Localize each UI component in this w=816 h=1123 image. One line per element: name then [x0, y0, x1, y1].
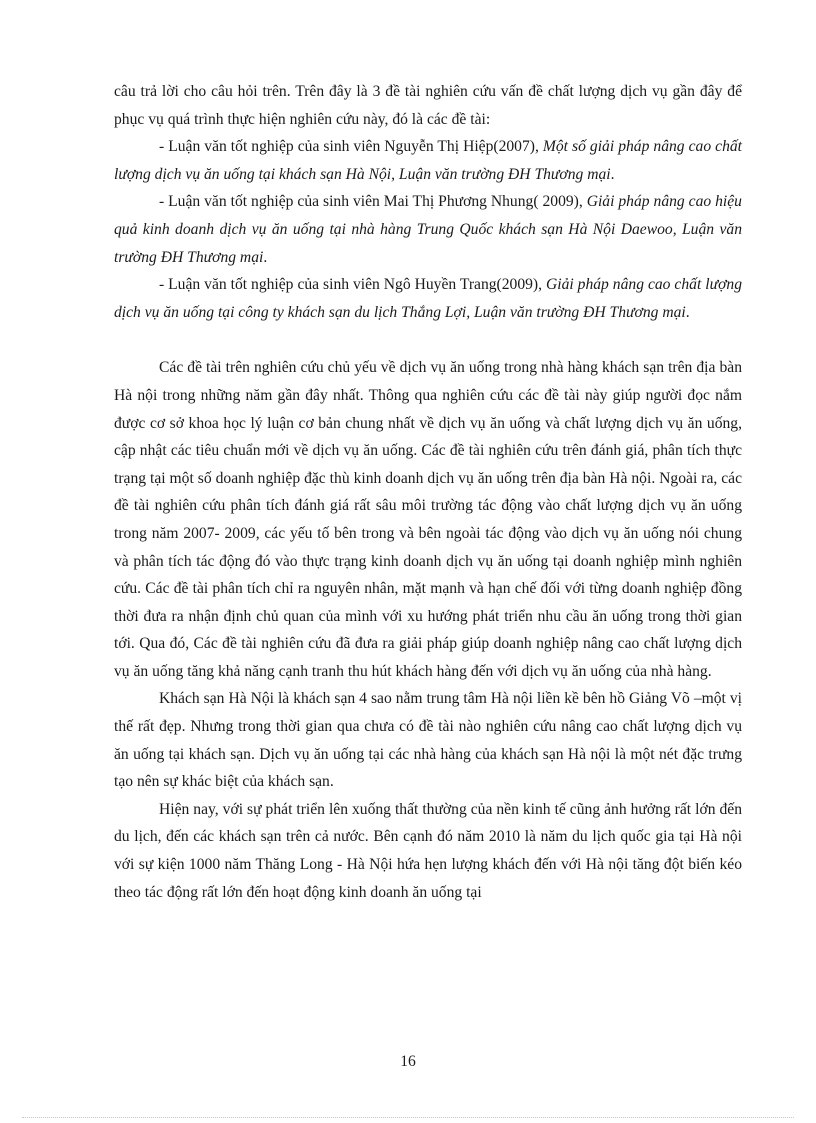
reference-prefix: - Luận văn tốt nghiệp của sinh viên Ngô Huyền Trang(2009),: [159, 276, 546, 294]
reference-prefix: - Luận văn tốt nghiệp của sinh viên Mai Thị Phương Nhung( 2009),: [159, 193, 587, 211]
reference-suffix: .: [263, 248, 268, 266]
reference-item: [114, 188, 742, 271]
paragraph-gap: [114, 326, 742, 354]
page-bottom-divider: [22, 1117, 794, 1118]
body-paragraph: Hiện nay, với sự phát triển lên xuống thất thường của nền kinh tế cũng ảnh hưởng rất lớn đến du lịch, đến các khách sạn trên cả nước. Bên cạnh đó năm 2010 là năm du lịch quốc gia tại Hà nội với sự kiện 1000 năm Thăng Long - Hà Nội hứa hẹn lượng khách đến với Hà nội tăng đột biến kéo theo tác động rất lớn đến hoạt động kinh doanh ăn uống tại: [114, 800, 742, 901]
reference-prefix: - Luận văn tốt nghiệp của sinh viên Nguyễn Thị Hiệp(2007),: [159, 138, 543, 156]
reference-item: [114, 133, 742, 188]
page-number: 16: [400, 1053, 416, 1070]
intro-paragraph: câu trả lời cho câu hỏi trên. Trên đây là 3 đề tài nghiên cứu vấn đề chất lượng dịch vụ gần đây để phục vụ quá trình thực hiện nghiên cứu này, đó là các đề tài:: [114, 83, 742, 128]
reference-title: Giải pháp nâng cao chất lượng dịch vụ ăn uống tại công ty khách sạn du lịch Thắng Lợi, Luận văn trường ĐH Thương mại: [114, 276, 742, 321]
reference-suffix: .: [685, 303, 690, 321]
reference-title: Một số giải pháp nâng cao chất lượng dịch vụ ăn uống tại khách sạn Hà Nội, Luận văn trường ĐH Thương mại: [114, 138, 742, 183]
body-text: [114, 78, 742, 906]
reference-title: Giải pháp nâng cao hiệu quả kinh doanh dịch vụ ăn uống tại nhà hàng Trung Quốc khách sạn Hà Nội Daewoo, Luận văn trường ĐH Thương mại: [114, 193, 742, 266]
body-paragraph: Khách sạn Hà Nội là khách sạn 4 sao nằm trung tâm Hà nội liền kề bên hồ Giảng Võ –một vị thế rất đẹp. Nhưng trong thời gian qua chưa có đề tài nào nghiên cứu nâng cao chất lượng dịch vụ ăn uống tại khách sạn. Dịch vụ ăn uống tại các nhà hàng của khách sạn Hà nội là một nét đặc trưng tạo nên sự khác biệt của khách sạn.: [114, 690, 742, 791]
reference-suffix: .: [610, 165, 615, 183]
body-paragraph: Các đề tài trên nghiên cứu chủ yếu về dịch vụ ăn uống trong nhà hàng khách sạn trên địa bàn Hà nội trong những năm gần đây nhất. Thông qua nghiên cứu các đề tài này giúp người đọc nắm được cơ sở khoa học lý luận cơ bản chung nhất về dịch vụ ăn uống và chất lượng dịch vụ ăn uống, cập nhật các tiêu chuẩn mới về dịch vụ ăn uống. Các đề tài nghiên cứu trên đánh giá, phân tích thực trạng tại một số doanh nghiệp đặc thù kinh doanh dịch vụ ăn uống trên địa bàn Hà nội. Ngoài ra, các đề tài nghiên cứu phân tích đánh giá rất sâu môi trường tác động vào chất lượng dịch vụ ăn uống trong năm 2007- 2009, các yếu tố bên trong và bên ngoài tác động vào dịch vụ ăn uống nói chung và phân tích tác động đó vào thực trạng kinh doanh dịch vụ ăn uống tại doanh nghiệp mình nghiên cứu. Các đề tài phân tích chỉ ra nguyên nhân, mặt mạnh và hạn chế đối với từng doanh nghiệp đồng thời đưa ra nhận định chủ quan của mình với xu hướng phát triển nhu cầu ăn uống trong thời gian tới. Qua đó, Các đề tài nghiên cứu đã đưa ra giải pháp giúp doanh nghiệp nâng cao chất lượng dịch vụ ăn uống tăng khả năng cạnh tranh thu hút khách hàng đến với dịch vụ ăn uống của nhà hàng.: [114, 359, 742, 680]
reference-item: [114, 271, 742, 326]
